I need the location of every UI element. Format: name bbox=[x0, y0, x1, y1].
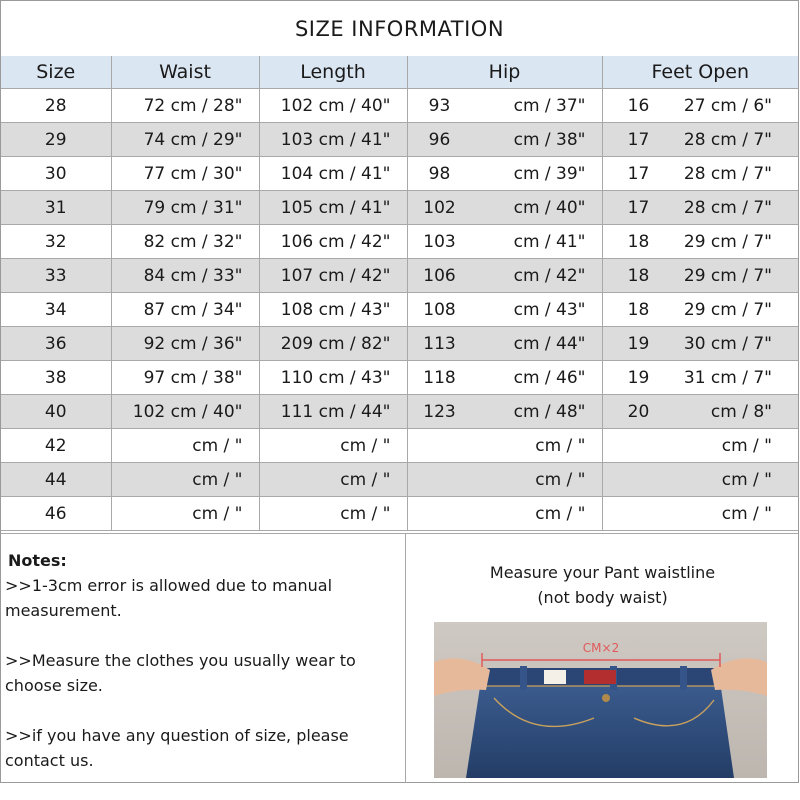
waist-cell: 87 cm / 34" bbox=[111, 293, 259, 327]
table-row bbox=[1, 395, 798, 429]
table-row bbox=[1, 191, 798, 225]
size-cell: 34 bbox=[1, 293, 111, 327]
size-cell: 44 bbox=[1, 463, 111, 497]
table-row bbox=[1, 259, 798, 293]
length-cell: 209 cm / 82" bbox=[259, 327, 407, 361]
hip-cm-value: 93 bbox=[428, 95, 451, 116]
feet-open-value: 19 bbox=[627, 333, 650, 354]
waist-cell: 74 cm / 29" bbox=[111, 123, 259, 157]
table-row bbox=[1, 293, 798, 327]
jeans-waist-photo bbox=[434, 622, 767, 778]
notes-heading: Notes: bbox=[8, 551, 67, 570]
hip-cell bbox=[407, 429, 602, 463]
hip-cm-value: 103 bbox=[423, 231, 456, 252]
hip-cm-value: 106 bbox=[423, 265, 456, 286]
hip-cm-value: 108 bbox=[423, 299, 456, 320]
hip-cell bbox=[407, 157, 602, 191]
notes-panel bbox=[1, 534, 406, 783]
hip-cell bbox=[407, 327, 602, 361]
feet-open-unit-value: 29 cm / 7" bbox=[683, 231, 772, 252]
size-cell: 28 bbox=[1, 89, 111, 123]
note-item: >>if you have any question of size, please contact us. bbox=[5, 726, 349, 770]
hip-cm-value: 96 bbox=[428, 129, 451, 150]
feet-open-unit-value: 28 cm / 7" bbox=[683, 197, 772, 218]
length-cell: cm / " bbox=[259, 497, 407, 531]
hip-cell bbox=[407, 293, 602, 327]
feet-open-value: 17 bbox=[627, 197, 650, 218]
feet-open-unit-value: 27 cm / 6" bbox=[683, 95, 772, 116]
feet-open-value: 17 bbox=[627, 129, 650, 150]
measure-caption bbox=[407, 560, 798, 610]
size-cell: 30 bbox=[1, 157, 111, 191]
measure-label: CM×2 bbox=[582, 641, 620, 655]
feet-open-unit-value: cm / " bbox=[721, 503, 772, 524]
feet-open-unit-value: 29 cm / 7" bbox=[683, 299, 772, 320]
length-cell: 110 cm / 43" bbox=[259, 361, 407, 395]
feet-open-value: 19 bbox=[627, 367, 650, 388]
hip-unit-value: cm / 40" bbox=[513, 197, 586, 218]
size-cell: 40 bbox=[1, 395, 111, 429]
length-cell: 102 cm / 40" bbox=[259, 89, 407, 123]
hip-unit-value: cm / 39" bbox=[513, 163, 586, 184]
hip-cell bbox=[407, 395, 602, 429]
feet-open-cell bbox=[602, 89, 798, 123]
notes-area bbox=[1, 533, 798, 783]
feet-open-unit-value: 31 cm / 7" bbox=[683, 367, 772, 388]
feet-open-cell bbox=[602, 293, 798, 327]
waist-cell: 79 cm / 31" bbox=[111, 191, 259, 225]
header-waist: Waist bbox=[111, 56, 259, 89]
size-cell: 33 bbox=[1, 259, 111, 293]
table-row bbox=[1, 327, 798, 361]
feet-open-cell bbox=[602, 497, 798, 531]
feet-open-unit-value: cm / " bbox=[721, 435, 772, 456]
size-cell: 38 bbox=[1, 361, 111, 395]
feet-open-cell bbox=[602, 463, 798, 497]
size-cell: 31 bbox=[1, 191, 111, 225]
hip-cell bbox=[407, 463, 602, 497]
chart-title: SIZE INFORMATION bbox=[1, 1, 798, 57]
hip-unit-value: cm / 38" bbox=[513, 129, 586, 150]
table-row bbox=[1, 497, 798, 531]
size-table bbox=[1, 56, 798, 531]
feet-open-unit-value: 28 cm / 7" bbox=[683, 163, 772, 184]
hip-cm-value: 118 bbox=[423, 367, 456, 388]
feet-open-value: 20 bbox=[627, 401, 650, 422]
hip-cm-value: 123 bbox=[423, 401, 456, 422]
hip-cell bbox=[407, 123, 602, 157]
feet-open-cell bbox=[602, 225, 798, 259]
feet-open-cell bbox=[602, 123, 798, 157]
length-cell: 104 cm / 41" bbox=[259, 157, 407, 191]
table-row bbox=[1, 361, 798, 395]
waist-cell: 72 cm / 28" bbox=[111, 89, 259, 123]
size-cell: 46 bbox=[1, 497, 111, 531]
hip-unit-value: cm / " bbox=[535, 503, 586, 524]
hip-cm-value: 98 bbox=[428, 163, 451, 184]
waist-cell: 84 cm / 33" bbox=[111, 259, 259, 293]
header-feet-open: Feet Open bbox=[602, 56, 798, 89]
waist-cell: cm / " bbox=[111, 497, 259, 531]
feet-open-cell bbox=[602, 429, 798, 463]
feet-open-cell bbox=[602, 395, 798, 429]
length-cell: 111 cm / 44" bbox=[259, 395, 407, 429]
feet-open-unit-value: 30 cm / 7" bbox=[683, 333, 772, 354]
hip-unit-value: cm / 44" bbox=[513, 333, 586, 354]
measure-panel bbox=[407, 534, 798, 783]
table-row bbox=[1, 157, 798, 191]
hip-unit-value: cm / 43" bbox=[513, 299, 586, 320]
table-row bbox=[1, 89, 798, 123]
hip-cell bbox=[407, 89, 602, 123]
feet-open-cell bbox=[602, 191, 798, 225]
length-cell: 103 cm / 41" bbox=[259, 123, 407, 157]
size-cell: 36 bbox=[1, 327, 111, 361]
feet-open-unit-value: cm / " bbox=[721, 469, 772, 490]
size-cell: 42 bbox=[1, 429, 111, 463]
hip-unit-value: cm / 46" bbox=[513, 367, 586, 388]
hip-cell bbox=[407, 259, 602, 293]
hip-cell bbox=[407, 225, 602, 259]
feet-open-cell bbox=[602, 259, 798, 293]
length-cell: 108 cm / 43" bbox=[259, 293, 407, 327]
note-item: >>1-3cm error is allowed due to manual measurement. bbox=[5, 576, 333, 620]
hip-cell bbox=[407, 497, 602, 531]
feet-open-value: 18 bbox=[627, 231, 650, 252]
jeans-illustration-icon bbox=[434, 622, 767, 778]
waist-cell: 77 cm / 30" bbox=[111, 157, 259, 191]
hip-cm-value: 113 bbox=[423, 333, 456, 354]
length-cell: cm / " bbox=[259, 429, 407, 463]
feet-open-value: 16 bbox=[627, 95, 650, 116]
hip-unit-value: cm / 37" bbox=[513, 95, 586, 116]
size-cell: 32 bbox=[1, 225, 111, 259]
feet-open-unit-value: cm / 8" bbox=[710, 401, 772, 422]
hip-cell bbox=[407, 191, 602, 225]
header-hip: Hip bbox=[407, 56, 602, 89]
length-cell: 107 cm / 42" bbox=[259, 259, 407, 293]
feet-open-cell bbox=[602, 327, 798, 361]
table-header-row bbox=[1, 56, 798, 89]
table-row bbox=[1, 429, 798, 463]
waist-cell: 102 cm / 40" bbox=[111, 395, 259, 429]
feet-open-unit-value: 29 cm / 7" bbox=[683, 265, 772, 286]
table-row bbox=[1, 463, 798, 497]
hip-unit-value: cm / 41" bbox=[513, 231, 586, 252]
hip-unit-value: cm / " bbox=[535, 469, 586, 490]
table-row bbox=[1, 123, 798, 157]
feet-open-cell bbox=[602, 361, 798, 395]
feet-open-value: 17 bbox=[627, 163, 650, 184]
waist-cell: 82 cm / 32" bbox=[111, 225, 259, 259]
waist-cell: cm / " bbox=[111, 463, 259, 497]
hip-unit-value: cm / 48" bbox=[513, 401, 586, 422]
waist-cell: 92 cm / 36" bbox=[111, 327, 259, 361]
hip-unit-value: cm / " bbox=[535, 435, 586, 456]
length-cell: cm / " bbox=[259, 463, 407, 497]
table-row bbox=[1, 225, 798, 259]
feet-open-unit-value: 28 cm / 7" bbox=[683, 129, 772, 150]
waist-cell: 97 cm / 38" bbox=[111, 361, 259, 395]
waist-cell: cm / " bbox=[111, 429, 259, 463]
header-size: Size bbox=[1, 56, 111, 89]
note-item: >>Measure the clothes you usually wear to choose size. bbox=[5, 651, 356, 695]
feet-open-value: 18 bbox=[627, 299, 650, 320]
hip-cm-value: 102 bbox=[423, 197, 456, 218]
size-cell: 29 bbox=[1, 123, 111, 157]
feet-open-cell bbox=[602, 157, 798, 191]
measure-caption-line2: (not body waist) bbox=[537, 588, 668, 607]
hip-cell bbox=[407, 361, 602, 395]
length-cell: 105 cm / 41" bbox=[259, 191, 407, 225]
feet-open-value: 18 bbox=[627, 265, 650, 286]
hip-unit-value: cm / 42" bbox=[513, 265, 586, 286]
header-length: Length bbox=[259, 56, 407, 89]
length-cell: 106 cm / 42" bbox=[259, 225, 407, 259]
measure-caption-line1: Measure your Pant waistline bbox=[489, 563, 716, 582]
